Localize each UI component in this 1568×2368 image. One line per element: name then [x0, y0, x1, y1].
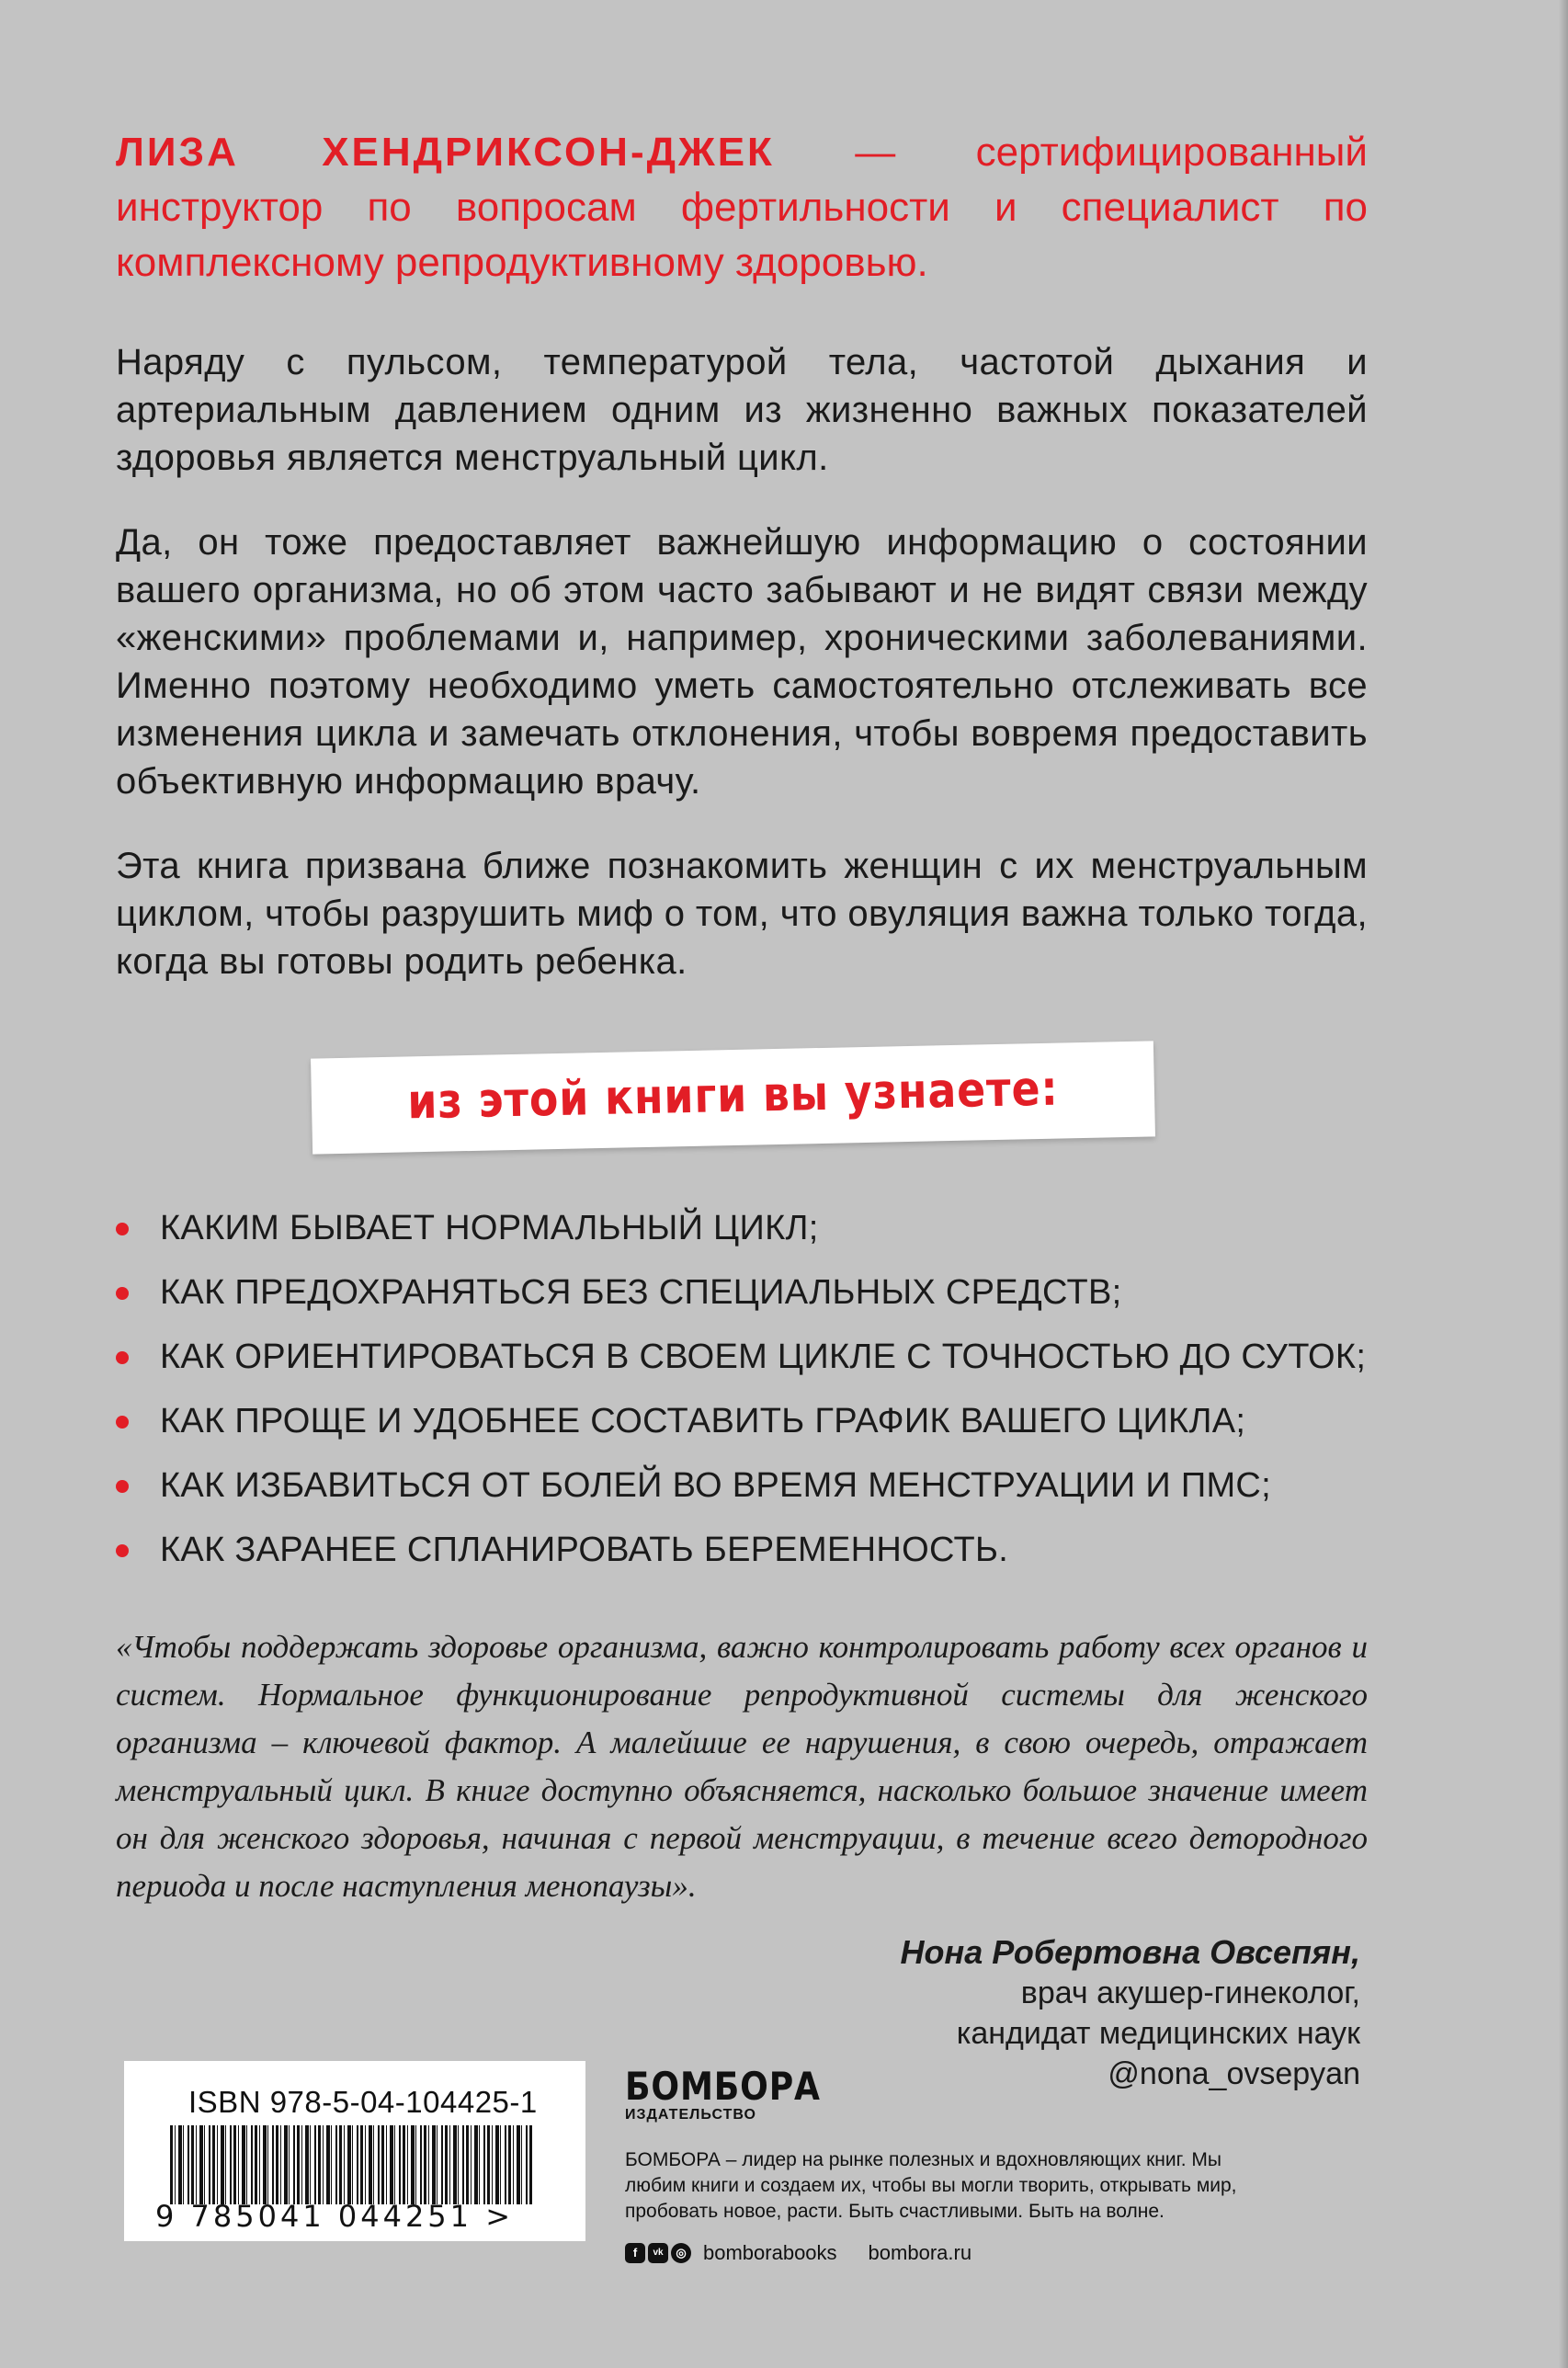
what-you-learn-banner: [311, 1041, 1155, 1154]
learn-list: [116, 1206, 1368, 1572]
author-intro: [116, 125, 1368, 290]
publisher-subtitle: ИЗДАТЕЛЬСТВО: [625, 2107, 756, 2123]
list-item: КАК ИЗБАВИТЬСЯ ОТ БОЛЕЙ ВО ВРЕМЯ МЕНСТРУАЦИИ И ПМС;: [116, 1463, 1368, 1508]
publisher-website[interactable]: bombora.ru: [868, 2241, 972, 2264]
publisher-links: [625, 2241, 1287, 2265]
vk-icon: vk: [648, 2243, 668, 2263]
author-description: — сертифицированный инструктор по вопросам фертильности и специалист по комплексному репродуктивному здоровью.: [116, 130, 1368, 285]
list-item: КАК ПРОЩЕ И УДОБНЕЕ СОСТАВИТЬ ГРАФИК ВАШЕГО ЦИКЛА;: [116, 1399, 1368, 1443]
bullet-dot-icon: [116, 1223, 129, 1235]
social-handle[interactable]: bomborabooks: [703, 2241, 837, 2264]
page-edge-shadow: [1559, 0, 1568, 2368]
barcode-icon: [170, 2125, 534, 2204]
facebook-icon: f: [625, 2243, 645, 2263]
bullet-dot-icon: [116, 1351, 129, 1364]
signature-degree: кандидат медицинских наук: [956, 2016, 1360, 2051]
paragraph-2: Да, он тоже предоставляет важнейшую информацию о состоянии вашего организма, но об этом часто забывают и не видят связи между «женскими» проблемами и, например, хроническими заболеваниями. Именно поэтому необходимо уметь самостоятельно отслеживать все изменения цикла и замечать отклонения, чтобы вовремя предоставить объективную информацию врачу.: [116, 522, 1368, 802]
bullet-dot-icon: [116, 1480, 129, 1493]
signature-handle: @nona_ovsepyan: [1108, 2056, 1360, 2091]
paragraph-3: Эта книга призвана ближе познакомить женщин с их менструальным циклом, чтобы разрушить миф о том, что овуляция важна только тогда, когда вы готовы родить ребенка.: [116, 846, 1368, 982]
back-cover-content: [116, 125, 1368, 2094]
list-item: КАК ОРИЕНТИРОВАТЬСЯ В СВОЕМ ЦИКЛЕ С ТОЧНОСТЬЮ ДО СУТОК;: [116, 1335, 1368, 1379]
isbn-barcode-box: [124, 2061, 585, 2241]
paragraph-1: Наряду с пульсом, температурой тела, частотой дыхания и артериальным давлением одним из жизненно важных показателей здоровья является менструальный цикл.: [116, 342, 1368, 478]
instagram-icon: ◎: [671, 2243, 691, 2263]
publisher-logo: БОМБОРА: [625, 2064, 821, 2109]
isbn-number: ISBN 978-5-04-104425-1: [188, 2085, 538, 2119]
list-item: КАК ЗАРАНЕЕ СПЛАНИРОВАТЬ БЕРЕМЕННОСТЬ.: [116, 1528, 1368, 1572]
banner-label: из этой книги вы узнаете:: [406, 1061, 1059, 1131]
banner-wrapper: [97, 1050, 1368, 1145]
publisher-block: [625, 2066, 1287, 2265]
list-item: КАКИМ БЫВАЕТ НОРМАЛЬНЫЙ ЦИКЛ;: [116, 1206, 1368, 1250]
list-item: КАК ПРЕДОХРАНЯТЬСЯ БЕЗ СПЕЦИАЛЬНЫХ СРЕДСТВ;: [116, 1270, 1368, 1315]
expert-quote: «Чтобы поддержать здоровье организма, важно контролировать работу всех органов и систем. Нормальное функционирование репродуктивной системы для женского организма – ключевой фактор. А малейшие ее нарушения, в свою очередь, отражает менструальный цикл. В книге доступно объясняется, насколько большое значение имеет он для женского здоровья, начиная с первой менструации, в течение всего детородного периода и после наступления менопаузы».: [116, 1629, 1368, 1904]
publisher-description: БОМБОРА – лидер на рынке полезных и вдохновляющих книг. Мы любим книги и создаем их, чтобы вы могли творить, открывать мир, пробовать новое, расти. Быть счастливыми. Быть на волне.: [625, 2149, 1237, 2222]
bullet-dot-icon: [116, 1416, 129, 1429]
signature-role: врач акушер-гинеколог,: [1020, 1975, 1360, 2010]
signature-name: Нона Робертовна Овсепян,: [900, 1933, 1360, 1971]
bullet-dot-icon: [116, 1544, 129, 1557]
bullet-dot-icon: [116, 1287, 129, 1300]
barcode-digits: 9 785041 044251 >: [155, 2199, 514, 2234]
author-name: ЛИЗА ХЕНДРИКСОН-ДЖЕК: [116, 130, 775, 175]
